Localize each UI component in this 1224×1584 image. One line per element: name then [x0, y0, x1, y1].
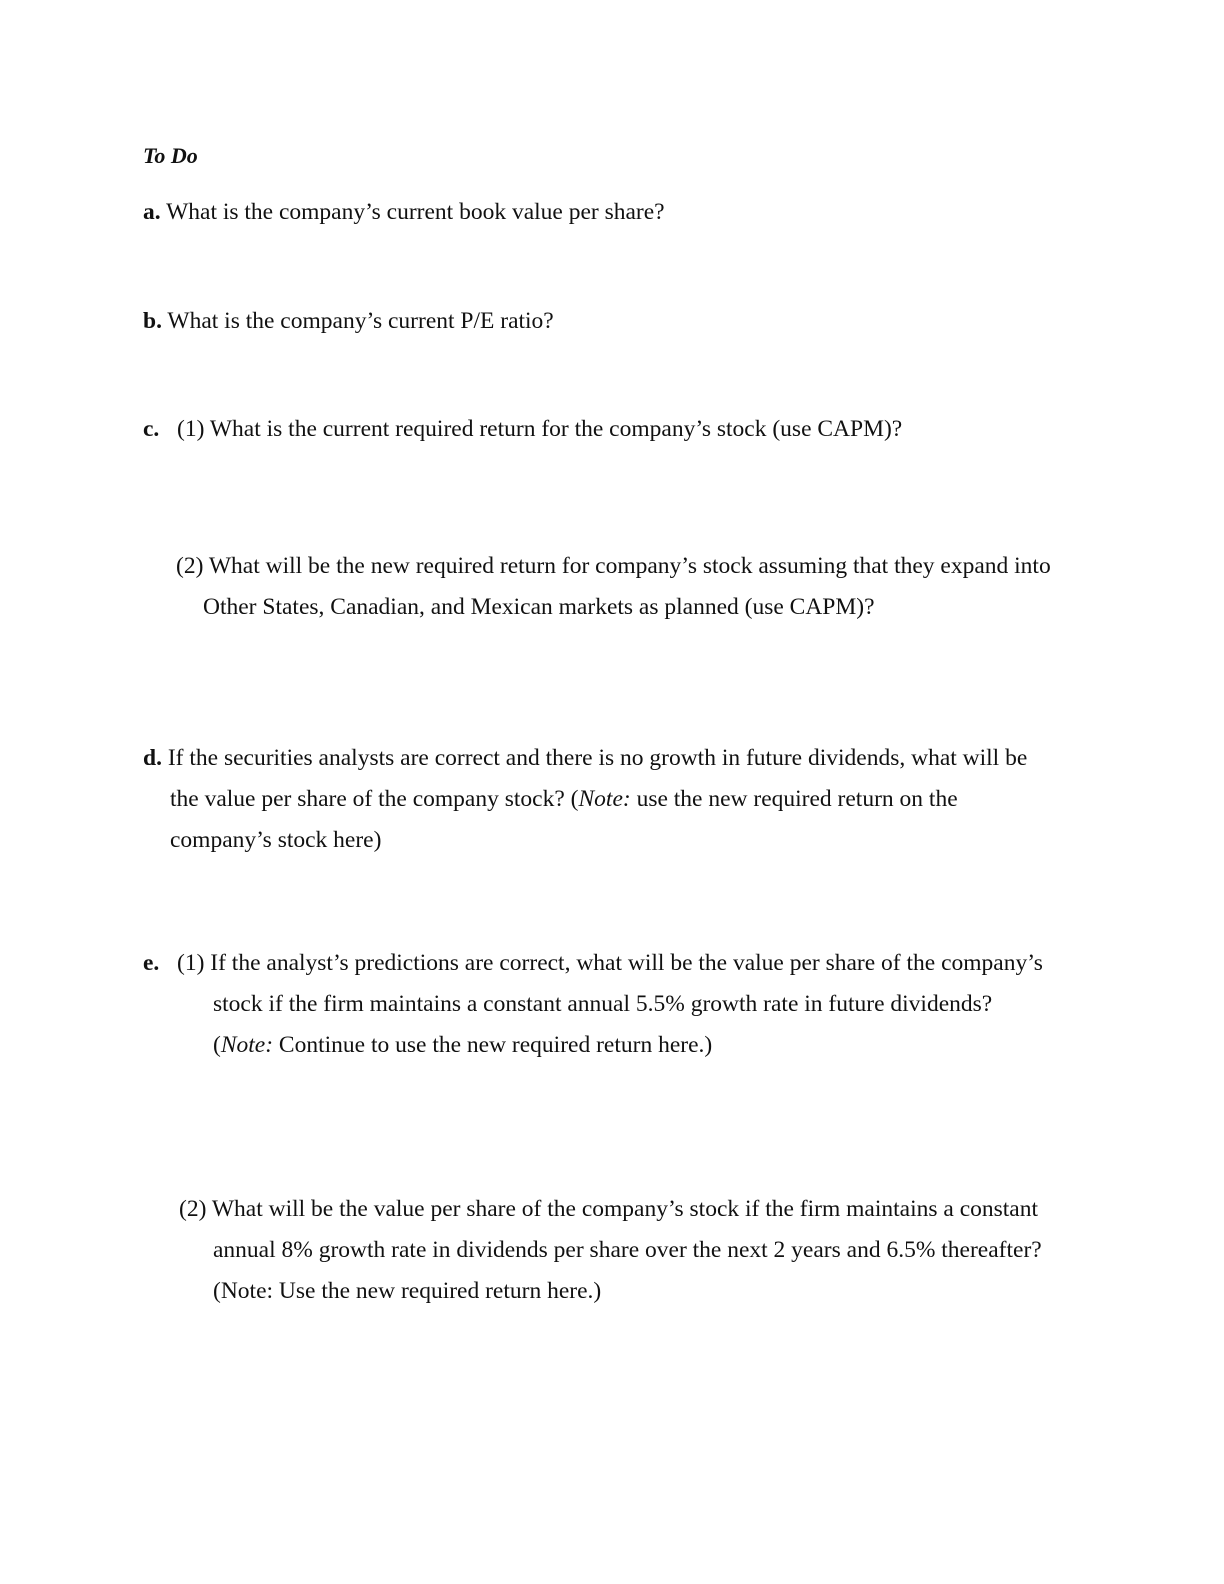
question-e1-line2: stock if the firm maintains a constant annual 5.5% growth rate in future dividends? — [213, 991, 993, 1017]
question-b-label: b. — [143, 308, 162, 334]
question-c2-line2: Other States, Canadian, and Mexican markets as planned (use CAPM)? — [203, 594, 875, 620]
question-c2-line1: (2) What will be the new required return for company’s stock assuming that they expand into — [176, 553, 1051, 579]
question-a-text: What is the company’s current book value per share? — [166, 199, 665, 225]
question-e1 — [143, 943, 1043, 1066]
question-c-label: c. — [143, 416, 160, 442]
question-c1 — [143, 409, 902, 450]
question-e1-line3-pre: ( — [213, 1032, 221, 1058]
question-e1-note: Note: — [220, 1032, 274, 1058]
question-c2 — [176, 546, 1051, 628]
question-a — [143, 192, 665, 233]
question-d-note: Note: — [578, 786, 631, 812]
question-d-line2-post: use the new required return on the — [630, 786, 958, 812]
question-b-text: What is the company’s current P/E ratio? — [167, 308, 554, 334]
question-e2-line3: (Note: Use the new required return here.) — [213, 1278, 602, 1304]
question-d — [143, 738, 1027, 861]
question-d-line1: If the securities analysts are correct and there is no growth in future dividends, what will be — [167, 745, 1028, 771]
heading-to-do: To Do — [143, 143, 198, 168]
question-e1-line1: (1) If the analyst’s predictions are correct, what will be the value per share of the company’s — [177, 950, 1043, 976]
question-e2 — [179, 1189, 1042, 1312]
question-e1-line3 — [143, 1025, 1043, 1066]
question-a-label: a. — [143, 199, 161, 225]
question-d-line2 — [143, 779, 1027, 820]
question-e1-line3-post: Continue to use the new required return here.) — [273, 1032, 713, 1058]
question-b — [143, 301, 554, 342]
question-e2-line2: annual 8% growth rate in dividends per share over the next 2 years and 6.5% thereafter? — [213, 1237, 1042, 1263]
question-d-line2-pre: the value per share of the company stock? ( — [170, 786, 579, 812]
question-d-line3: company’s stock here) — [170, 827, 382, 853]
question-c1-text: (1) What is the current required return for the company’s stock (use CAPM)? — [177, 416, 903, 442]
question-d-label: d. — [143, 745, 162, 771]
question-e2-line1: (2) What will be the value per share of the company’s stock if the firm maintains a constant — [179, 1196, 1039, 1222]
question-e-label: e. — [143, 950, 160, 976]
